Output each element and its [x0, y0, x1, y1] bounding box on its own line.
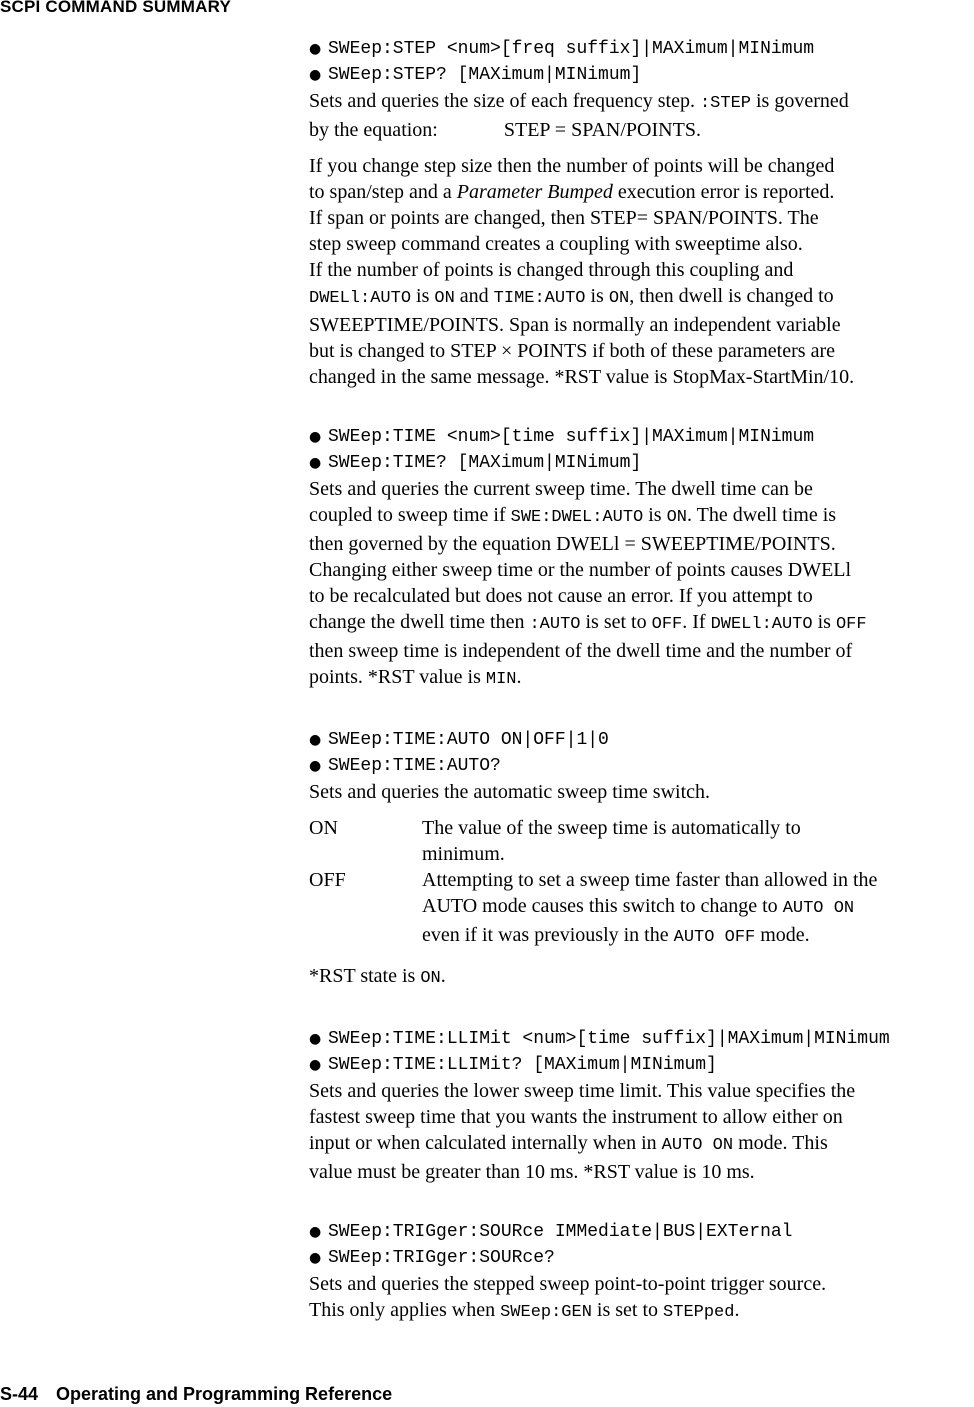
- command-summary-content: [309, 36, 974, 1360]
- definition-row-on: ON The value of the sweep time is automatically to minimum.: [309, 817, 801, 865]
- section-sweep-step: [309, 36, 974, 390]
- description-paragraph: Sets and queries the stepped sweep point-to-point trigger source. This only applies when SWEep:GEN is set to STEPped.: [309, 1273, 827, 1322]
- command-line: ● SWEep:TIME:AUTO?: [309, 753, 974, 779]
- command-line: ● SWEep:TIME <num>[time suffix]|MAXimum|MINimum: [309, 424, 974, 450]
- description-paragraph: Sets and queries the lower sweep time limit. This value specifies the fastest sweep time that you wants the instrument to allow either on input or when calculated internally when in AUTO ON mode. This value must be greater than 10 ms. *RST value is 10 ms.: [309, 1080, 856, 1183]
- command-line: ● SWEep:TRIGger:SOURce IMMediate|BUS|EXTernal: [309, 1219, 974, 1245]
- section-sweep-trigger-source: [309, 1219, 974, 1326]
- bullet-icon: ●: [309, 758, 322, 774]
- bullet-icon: ●: [309, 67, 322, 83]
- command-line: ● SWEep:TIME? [MAXimum|MINimum]: [309, 450, 974, 476]
- footer-title: Operating and Programming Reference: [56, 1384, 393, 1404]
- bullet-icon: ●: [309, 1250, 322, 1266]
- page-number: S-44: [0, 1384, 39, 1404]
- reset-state: *RST state is ON.: [309, 965, 446, 988]
- description-paragraph: Sets and queries the current sweep time. The dwell time can be coupled to sweep time if SWE:DWEL:AUTO is ON. The dwell time is then governed by the equation DWELl = SWEEPTIME/POINTS. Changing either sweep time or the number of points causes DWELl to be recalculated but does not cause an error. If you attempt to change the dwell time then :AUTO is set to OFF. If DWELl:AUTO is OFF then sweep time is independent of the dwell time and the number of points. *RST value is MIN.: [309, 478, 867, 689]
- description-paragraph: Sets and queries the size of each frequency step. :STEP is governed by the equation: STEP = SPAN/POINTS.: [309, 90, 849, 141]
- bullet-icon: ●: [309, 1031, 322, 1047]
- command-line: ● SWEep:STEP <num>[freq suffix]|MAXimum|MINimum: [309, 36, 974, 62]
- command-line: ● SWEep:TIME:LLIMit <num>[time suffix]|MAXimum|MINimum: [309, 1026, 974, 1052]
- command-line: ● SWEep:STEP? [MAXimum|MINimum]: [309, 62, 974, 88]
- bullet-icon: ●: [309, 429, 322, 445]
- bullet-icon: ●: [309, 41, 322, 57]
- command-line: ● SWEep:TIME:AUTO ON|OFF|1|0: [309, 727, 974, 753]
- definition-row-off: OFF Attempting to set a sweep time faster than allowed in the AUTO mode causes this switch to change to AUTO ON even if it was previously in the AUTO OFF mode.: [309, 869, 878, 947]
- section-sweep-time: [309, 424, 974, 693]
- section-sweep-time-auto: [309, 727, 974, 992]
- bullet-icon: ●: [309, 1057, 322, 1073]
- bullet-icon: ●: [309, 455, 322, 471]
- command-line: ● SWEep:TIME:LLIMit? [MAXimum|MINimum]: [309, 1052, 974, 1078]
- page-header: SCPI COMMAND SUMMARY: [0, 0, 231, 16]
- definition-list: [309, 815, 974, 951]
- description-paragraph: If you change step size then the number of points will be changed to span/step and a Parameter Bumped execution error is reported. If span or points are changed, then STEP= SPAN/POINTS. The step sweep command creates a coupling with sweeptime also. If the number of points is changed through this coupling and DWELl:AUTO is ON and TIME:AUTO is ON, then dwell is changed to SWEEPTIME/POINTS. Span is normally an independent variable but is changed to STEP × POINTS if both of these parameters are changed in the same message. *RST value is StopMax-StartMin/10.: [309, 155, 855, 388]
- page-footer: [0, 1384, 392, 1405]
- bullet-icon: ●: [309, 732, 322, 748]
- command-line: ● SWEep:TRIGger:SOURce?: [309, 1245, 974, 1271]
- bullet-icon: ●: [309, 1224, 322, 1240]
- section-sweep-time-llimit: [309, 1026, 974, 1185]
- description-paragraph: Sets and queries the automatic sweep time switch.: [309, 781, 711, 803]
